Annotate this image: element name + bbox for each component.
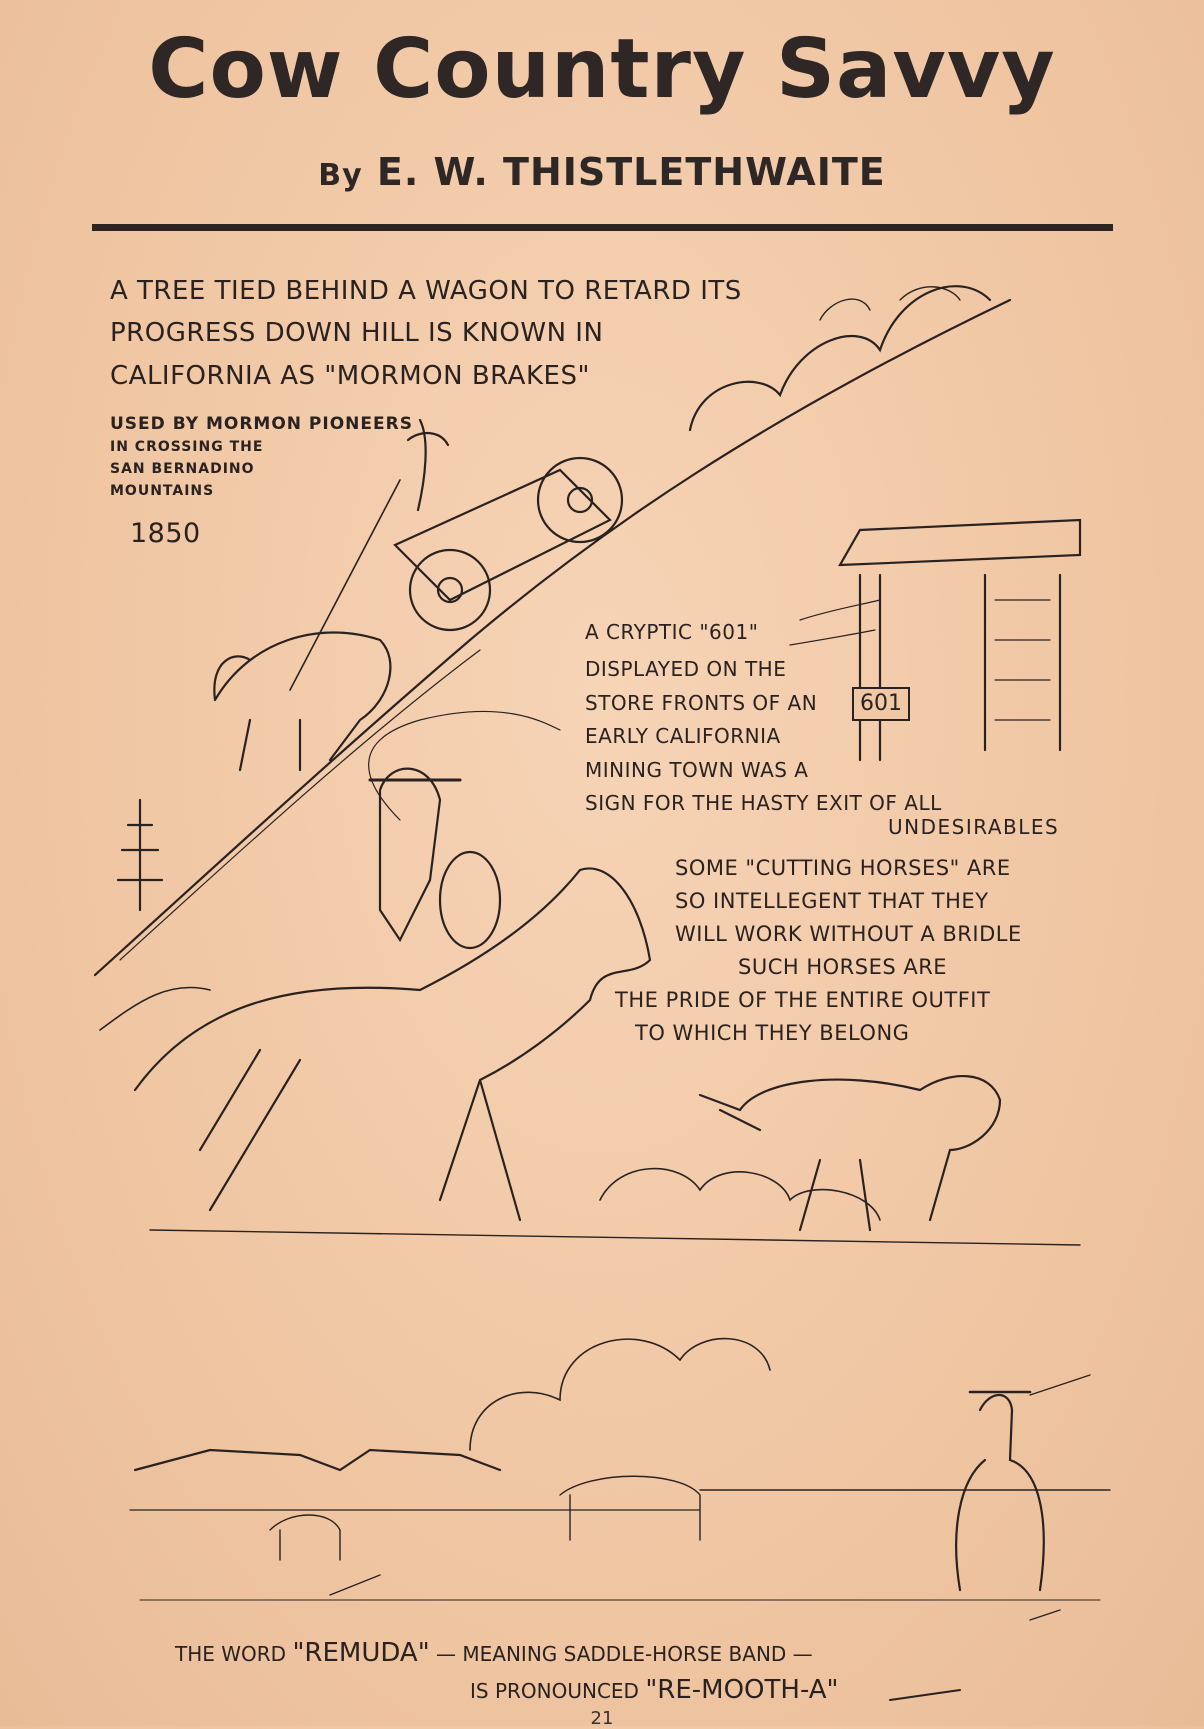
remuda-pronunciation: "RE-MOOTH-A" bbox=[645, 1675, 839, 1705]
cryptic-601-line5: MINING TOWN WAS A bbox=[585, 758, 809, 782]
tree-brake-illustration bbox=[690, 286, 990, 430]
mormon-brakes-text-line3: CALIFORNIA AS "MORMON BRAKES" bbox=[110, 361, 590, 391]
cryptic-601-line1: A CRYPTIC "601" bbox=[585, 620, 759, 644]
mormon-year: 1850 bbox=[130, 518, 201, 549]
cowboy-horse-illustration bbox=[100, 711, 650, 1220]
page-title: Cow Country Savvy bbox=[148, 22, 1056, 117]
remuda-line1-suffix: — MEANING SADDLE-HORSE BAND — bbox=[436, 1642, 813, 1666]
draft-horses-illustration bbox=[214, 633, 390, 771]
cutting-horses-line3: WILL WORK WITHOUT A BRIDLE bbox=[675, 922, 1022, 946]
page-number: 21 bbox=[590, 1708, 614, 1729]
mormon-caption-line2: IN CROSSING THE bbox=[110, 439, 264, 455]
storefront-illustration bbox=[790, 520, 1080, 760]
dust-cloud-illustration bbox=[600, 1169, 880, 1220]
cutting-horses-line4: SUCH HORSES ARE bbox=[738, 955, 948, 979]
mormon-brakes-text-line2: PROGRESS DOWN HILL IS KNOWN IN bbox=[110, 318, 604, 348]
mormon-brakes-text-line1: A TREE TIED BEHIND A WAGON TO RETARD ITS bbox=[110, 276, 742, 306]
wagon-illustration bbox=[290, 420, 622, 690]
mormon-caption-line4: MOUNTAINS bbox=[110, 483, 215, 499]
byline-by: By bbox=[318, 158, 363, 193]
cutting-horses-line1: SOME "CUTTING HORSES" ARE bbox=[675, 856, 1011, 880]
byline-author: E. W. THISTLETHWAITE bbox=[376, 150, 886, 194]
cutting-horses-line2: SO INTELLEGENT THAT THEY bbox=[675, 889, 989, 913]
remuda-line1-prefix: THE WORD bbox=[175, 1642, 287, 1666]
remuda-word: "REMUDA" bbox=[292, 1638, 430, 1668]
cryptic-601-line6: SIGN FOR THE HASTY EXIT OF ALL bbox=[585, 791, 942, 815]
remuda-line2 bbox=[470, 1677, 839, 1703]
mormon-caption-line3: SAN BERNADINO bbox=[110, 461, 255, 477]
sign-601: 601 bbox=[852, 687, 910, 721]
cutting-horses-line6: TO WHICH THEY BELONG bbox=[635, 1021, 910, 1045]
cryptic-601-line4: EARLY CALIFORNIA bbox=[585, 724, 781, 748]
cryptic-601-line3: STORE FRONTS OF AN bbox=[585, 691, 818, 715]
remuda-line1 bbox=[175, 1640, 813, 1666]
remuda-line2-prefix: IS PRONOUNCED bbox=[470, 1679, 639, 1703]
pine-tree-illustration bbox=[118, 800, 162, 910]
remuda-landscape-illustration bbox=[130, 1339, 1110, 1620]
cryptic-601-line2: DISPLAYED ON THE bbox=[585, 657, 787, 681]
mormon-caption-line1: USED BY MORMON PIONEERS bbox=[110, 414, 413, 434]
cutting-horses-line5: THE PRIDE OF THE ENTIRE OUTFIT bbox=[615, 988, 991, 1012]
calf-illustration bbox=[700, 1076, 1000, 1230]
cryptic-601-line7: UNDESIRABLES bbox=[888, 815, 1060, 839]
